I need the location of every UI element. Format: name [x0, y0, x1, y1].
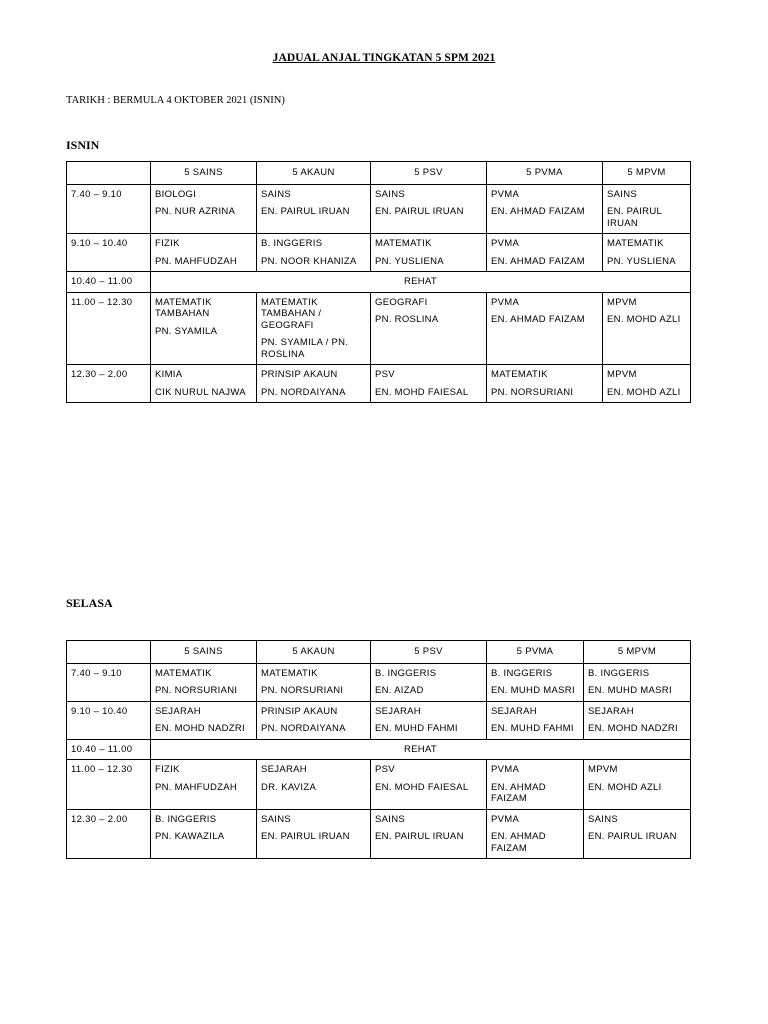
subject-label: B. INGGERIS: [155, 813, 217, 825]
teacher-label: EN. MOHD FAIESAL: [375, 386, 469, 398]
table-row: [67, 701, 691, 739]
lesson-cell: [603, 365, 691, 403]
subject-label: GEOGRAFI: [375, 296, 428, 308]
lesson-cell: [487, 701, 584, 739]
subject-label: FIZIK: [155, 764, 180, 775]
lesson-cell: [603, 234, 691, 272]
lesson-cell: [371, 184, 487, 234]
subject-label: MATEMATIK: [607, 238, 664, 249]
time-slot: 11.00 – 12.30: [67, 760, 151, 810]
subject-label: FIZIK: [155, 238, 180, 249]
lesson-cell: [151, 292, 257, 365]
teacher-label: EN. PAIRUL IRUAN: [588, 831, 677, 842]
teacher-label: PN. NORDAIYANA: [261, 386, 346, 398]
teacher-label: PN. SYAMILA / PN. ROSLINA: [261, 337, 349, 360]
subject-label: SAINS: [375, 188, 406, 200]
time-slot: 7.40 – 9.10: [67, 663, 151, 701]
lesson-cell: [487, 184, 603, 234]
time-slot: 11.00 – 12.30: [67, 292, 151, 365]
class-header-cell: 5 SAINS: [151, 641, 257, 664]
teacher-label: PN. NOOR KHANIZA: [261, 255, 357, 267]
teacher-label: PN. NORDAIYANA: [261, 723, 346, 734]
subject-label: SAINS: [375, 813, 406, 825]
teacher-label: PN. ROSLINA: [375, 314, 439, 325]
table-row: [67, 292, 691, 365]
time-header-cell: [67, 162, 151, 185]
teacher-label: EN. AIZAD: [375, 685, 424, 696]
lesson-cell: [603, 292, 691, 365]
subject-label: B. INGGERIS: [491, 667, 553, 679]
teacher-label: PN. NORSURIANI: [491, 386, 574, 398]
subject-label: PVMA: [491, 296, 520, 308]
lesson-cell: [257, 663, 371, 701]
header-row: [67, 162, 691, 185]
subject-label: MATEMATIK: [491, 369, 548, 380]
subject-label: B. INGGERIS: [588, 667, 650, 679]
teacher-label: PN. YUSLIENA: [375, 255, 444, 267]
teacher-label: EN. MOHD AZLI: [607, 314, 681, 325]
lesson-cell: [151, 701, 257, 739]
lesson-cell: [371, 365, 487, 403]
subject-label: PSV: [375, 369, 395, 380]
teacher-label: EN. PAIRUL IRUAN: [261, 206, 350, 217]
class-header-cell: 5 PSV: [371, 641, 487, 664]
lesson-cell: [257, 234, 371, 272]
lesson-cell: [487, 365, 603, 403]
subject-label: MATEMATIK TAMBAHAN: [155, 296, 212, 319]
teacher-label: EN. PAIRUL IRUAN: [607, 206, 662, 229]
teacher-label: EN. MOHD AZLI: [588, 781, 662, 793]
lesson-cell: [151, 809, 257, 859]
lesson-cell: [487, 663, 584, 701]
teacher-label: PN. MAHFUDZAH: [155, 781, 238, 793]
lesson-cell: [584, 701, 691, 739]
teacher-label: EN. MOHD FAIESAL: [375, 781, 469, 793]
teacher-label: EN. PAIRUL IRUAN: [375, 206, 464, 217]
class-header-cell: 5 AKAUN: [257, 641, 371, 664]
break-cell: REHAT: [151, 272, 691, 293]
lesson-cell: [257, 701, 371, 739]
table-row: [67, 809, 691, 859]
class-header-cell: 5 SAINS: [151, 162, 257, 185]
lesson-cell: [371, 809, 487, 859]
teacher-label: PN. KAWAZILA: [155, 831, 225, 842]
teacher-label: PN. MAHFUDZAH: [155, 255, 238, 267]
lesson-cell: [487, 809, 584, 859]
subject-label: PVMA: [491, 813, 520, 825]
class-header-cell: 5 PVMA: [487, 641, 584, 664]
table-row: [67, 760, 691, 810]
subject-label: PRINSIP AKAUN: [261, 369, 338, 380]
lesson-cell: [151, 663, 257, 701]
teacher-label: CIK NURUL NAJWA: [155, 386, 246, 398]
subject-label: SAINS: [261, 188, 292, 200]
teacher-label: EN. MOHD AZLI: [607, 386, 681, 398]
class-header-cell: 5 MPVM: [603, 162, 691, 185]
subject-label: B. INGGERIS: [261, 238, 323, 249]
subject-label: MPVM: [588, 764, 618, 775]
lesson-cell: [371, 663, 487, 701]
time-slot: 10.40 – 11.00: [67, 739, 151, 760]
teacher-label: PN. NUR AZRINA: [155, 206, 236, 217]
class-header-cell: 5 AKAUN: [257, 162, 371, 185]
subject-label: SEJARAH: [491, 705, 537, 717]
lesson-cell: [257, 292, 371, 365]
time-slot: 12.30 – 2.00: [67, 365, 151, 403]
lesson-cell: [584, 809, 691, 859]
lesson-cell: [371, 701, 487, 739]
teacher-label: PN. NORSURIANI: [261, 685, 344, 696]
teacher-label: PN. NORSURIANI: [155, 685, 238, 696]
lesson-cell: [487, 760, 584, 810]
table-row: [67, 234, 691, 272]
teacher-label: EN. AHMAD FAIZAM: [491, 206, 586, 217]
lesson-cell: [151, 234, 257, 272]
lesson-cell: [371, 234, 487, 272]
teacher-label: EN. PAIRUL IRUAN: [375, 831, 464, 842]
subject-label: B. INGGERIS: [375, 667, 437, 679]
subject-label: KIMIA: [155, 369, 183, 380]
lesson-cell: [487, 234, 603, 272]
time-slot: 7.40 – 9.10: [67, 184, 151, 234]
table-row: [67, 663, 691, 701]
lesson-cell: [257, 184, 371, 234]
lesson-cell: [257, 365, 371, 403]
lesson-cell: [151, 365, 257, 403]
teacher-label: EN. AHMAD FAIZAM: [491, 255, 586, 267]
subject-label: MPVM: [607, 369, 637, 380]
subject-label: PSV: [375, 764, 395, 775]
teacher-label: EN. MOHD NADZRI: [155, 723, 245, 734]
time-slot: 9.10 – 10.40: [67, 234, 151, 272]
subject-label: PVMA: [491, 238, 520, 249]
time-slot: 10.40 – 11.00: [67, 272, 151, 293]
header-row: [67, 641, 691, 664]
subject-label: BIOLOGI: [155, 188, 197, 200]
class-header-cell: 5 PSV: [371, 162, 487, 185]
subject-label: MATEMATIK: [155, 667, 212, 679]
table-row: [67, 272, 691, 293]
time-slot: 12.30 – 2.00: [67, 809, 151, 859]
teacher-label: EN. MUHD MASRI: [491, 685, 575, 696]
lesson-cell: [257, 760, 371, 810]
day-heading-selasa: SELASA: [66, 596, 113, 610]
subject-label: SAINS: [607, 188, 638, 200]
subject-label: SEJARAH: [261, 764, 307, 775]
teacher-label: PN. YUSLIENA: [607, 255, 676, 267]
lesson-cell: [151, 184, 257, 234]
teacher-label: EN. MUHD MASRI: [588, 685, 672, 696]
subject-label: MATEMATIK TAMBAHAN / GEOGRAFI: [261, 296, 322, 331]
subject-label: MATEMATIK: [375, 238, 432, 249]
teacher-label: EN. PAIRUL IRUAN: [261, 831, 350, 842]
lesson-cell: [151, 760, 257, 810]
lesson-cell: [584, 663, 691, 701]
subject-label: MATEMATIK: [261, 667, 318, 679]
lesson-cell: [487, 292, 603, 365]
subject-label: SEJARAH: [588, 705, 634, 717]
subject-label: PVMA: [491, 764, 520, 775]
teacher-label: DR. KAVIZA: [261, 781, 317, 793]
lesson-cell: [371, 760, 487, 810]
lesson-cell: [584, 760, 691, 810]
timetable-selasa: [66, 640, 691, 859]
lesson-cell: [257, 809, 371, 859]
subject-label: SEJARAH: [375, 705, 421, 717]
document-title: JADUAL ANJAL TINGKATAN 5 SPM 2021: [272, 52, 496, 64]
subject-label: PVMA: [491, 188, 520, 200]
teacher-label: EN. AHMAD FAIZAM: [491, 781, 546, 804]
teacher-label: EN. AHMAD FAIZAM: [491, 314, 586, 325]
teacher-label: PN. SYAMILA: [155, 325, 218, 337]
subject-label: MPVM: [607, 296, 637, 308]
timetable-isnin: [66, 161, 691, 403]
subject-label: SEJARAH: [155, 705, 201, 717]
class-header-cell: 5 PVMA: [487, 162, 603, 185]
lesson-cell: [603, 184, 691, 234]
subject-label: PRINSIP AKAUN: [261, 705, 338, 717]
break-cell: REHAT: [151, 739, 691, 760]
date-line: TARIKH : BERMULA 4 OKTOBER 2021 (ISNIN): [66, 95, 285, 106]
teacher-label: EN. AHMAD FAIZAM: [491, 831, 546, 854]
class-header-cell: 5 MPVM: [584, 641, 691, 664]
subject-label: SAINS: [588, 813, 619, 825]
teacher-label: EN. MUHD FAHMI: [375, 723, 458, 734]
time-header-cell: [67, 641, 151, 664]
teacher-label: EN. MUHD FAHMI: [491, 723, 574, 734]
table-row: [67, 739, 691, 760]
table-row: [67, 184, 691, 234]
time-slot: 9.10 – 10.40: [67, 701, 151, 739]
subject-label: SAINS: [261, 813, 292, 825]
day-heading-isnin: ISNIN: [66, 138, 100, 152]
lesson-cell: [371, 292, 487, 365]
teacher-label: EN. MOHD NADZRI: [588, 723, 678, 734]
table-row: [67, 365, 691, 403]
